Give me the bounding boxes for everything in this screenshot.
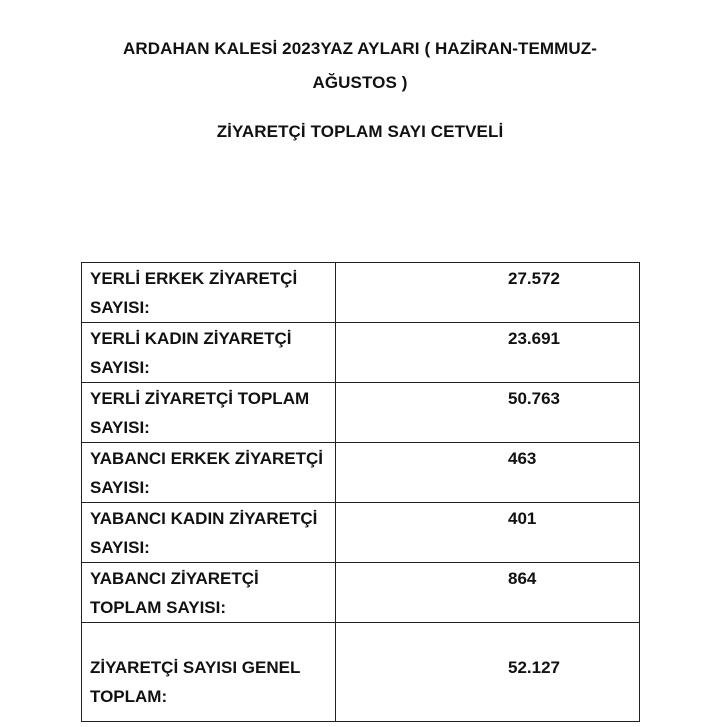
table-row-foreign-female xyxy=(82,503,640,563)
visitor-count-table xyxy=(81,262,640,722)
document-title-line-1: ARDAHAN KALESİ 2023YAZ AYLARI ( HAZİRAN-TEMMUZ- xyxy=(122,39,598,58)
row-value: 27.572 xyxy=(336,263,640,323)
row-value: 50.763 xyxy=(336,383,640,443)
table-row-foreign-male xyxy=(82,443,640,503)
row-value: 463 xyxy=(336,443,640,503)
row-value: 23.691 xyxy=(336,323,640,383)
row-label: YERLİ ZİYARETÇİ TOPLAM SAYISI: xyxy=(82,383,336,443)
row-label: YABANCI KADIN ZİYARETÇİ SAYISI: xyxy=(82,503,336,563)
table-row-foreign-total xyxy=(82,563,640,623)
row-value: 401 xyxy=(336,503,640,563)
document-title-line-2: AĞUSTOS ) xyxy=(312,73,408,92)
row-label: ZİYARETÇİ SAYISI GENEL TOPLAM: xyxy=(82,623,336,722)
table-row-local-total xyxy=(82,383,640,443)
document-subtitle: ZİYARETÇİ TOPLAM SAYI CETVELİ xyxy=(216,122,504,141)
table-row-local-male xyxy=(82,263,640,323)
row-label: YERLİ KADIN ZİYARETÇİ SAYISI: xyxy=(82,323,336,383)
row-label: YABANCI ERKEK ZİYARETÇİ SAYISI: xyxy=(82,443,336,503)
row-value: 864 xyxy=(336,563,640,623)
row-label: YERLİ ERKEK ZİYARETÇİ SAYISI: xyxy=(82,263,336,323)
table-row-local-female xyxy=(82,323,640,383)
row-value: 52.127 xyxy=(336,623,640,722)
row-label: YABANCI ZİYARETÇİ TOPLAM SAYISI: xyxy=(82,563,336,623)
table-row-grand-total xyxy=(82,623,640,722)
